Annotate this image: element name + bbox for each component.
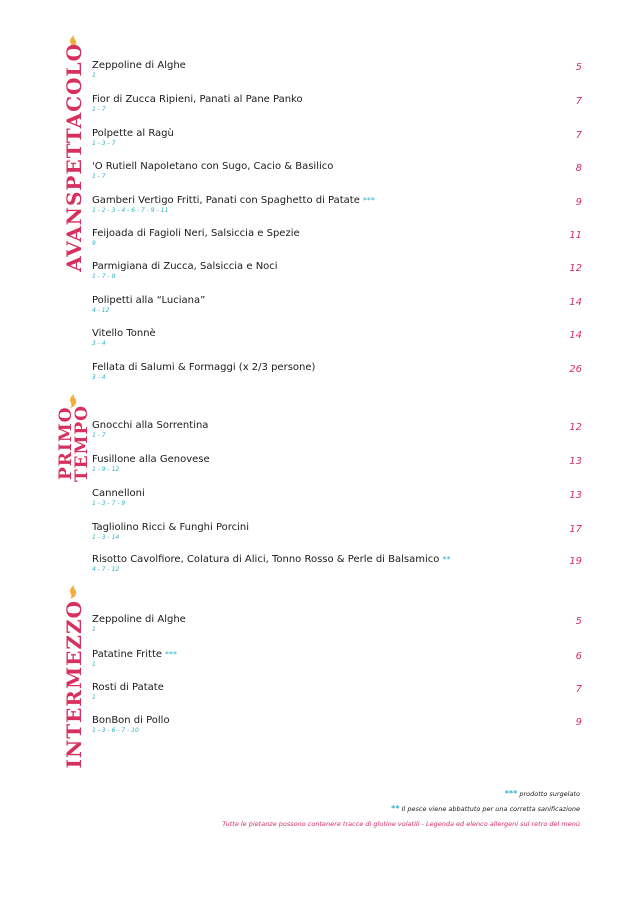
section-side-label (58, 600, 90, 768)
item-price: 7 (575, 684, 582, 695)
item-price: 9 (575, 197, 582, 208)
menu-item (92, 522, 582, 552)
item-price: 7 (575, 130, 582, 141)
item-price: 8 (575, 163, 582, 174)
item-price: 13 (569, 456, 582, 467)
menu-item (92, 362, 582, 392)
menu-item (92, 128, 582, 158)
item-name-text: Parmigiana di Zucca, Salsiccia e Noci (92, 261, 278, 272)
fish-mark: ** (391, 804, 400, 813)
frozen-text: prodotto surgelato (519, 790, 580, 798)
item-allergens: 3 - 4 (92, 374, 106, 381)
item-allergens: 1 - 2 - 3 - 4 - 6 - 7 - 9 - 11 (92, 207, 169, 214)
item-allergens: 1 - 3 - 14 (92, 534, 120, 541)
item-name (92, 715, 170, 726)
item-price: 5 (575, 616, 582, 627)
item-price: 11 (569, 230, 582, 241)
item-name (92, 60, 186, 71)
item-allergens: 4 - 12 (92, 307, 110, 314)
menu-item (92, 488, 582, 518)
menu-item (92, 261, 582, 291)
item-allergens: 1 - 7 - 8 (92, 273, 116, 280)
section-title: AVANSPETTACOLO (62, 43, 86, 272)
item-name-text: Polpette al Ragù (92, 128, 174, 139)
item-name-text: Zeppoline di Alghe (92, 60, 186, 71)
item-allergens: 1 - 3 - 7 (92, 140, 116, 147)
menu-item (92, 295, 582, 325)
item-allergens: 1 (92, 626, 96, 633)
item-allergens: 3 - 4 (92, 340, 106, 347)
item-name (92, 522, 249, 533)
item-price: 19 (569, 556, 582, 567)
item-name (92, 614, 186, 625)
item-price: 17 (569, 524, 582, 535)
item-name-text: Feijoada di Fagioli Neri, Salsiccia e Spezie (92, 228, 300, 239)
flame-icon (68, 584, 78, 598)
item-name-text: Tagliolino Ricci & Funghi Porcini (92, 522, 250, 533)
item-allergens: 1 (92, 661, 96, 668)
item-allergens: 1 (92, 694, 96, 701)
item-name-text: Patatine Fritte (92, 649, 163, 660)
section-title: INTERMEZZO (62, 599, 86, 769)
item-name-text: Risotto Cavolfiore, Colatura di Alici, Tonno Rosso & Perle di Balsamico (92, 554, 440, 565)
item-price: 5 (575, 62, 582, 73)
menu-item (92, 682, 582, 712)
item-allergens: 1 - 7 (92, 106, 106, 113)
item-price: 6 (575, 651, 582, 662)
item-name (92, 554, 450, 565)
item-name (92, 488, 145, 499)
item-name-text: BonBon di Pollo (92, 715, 170, 726)
menu-item (92, 420, 582, 450)
item-name (92, 195, 375, 206)
item-price: 7 (575, 96, 582, 107)
item-name-text: Zeppoline di Alghe (92, 614, 186, 625)
menu-item (92, 715, 582, 745)
item-name (92, 454, 210, 465)
item-name-text: Fior di Zucca Ripieni, Panati al Pane Panko (92, 94, 303, 105)
item-allergens: 1 - 3 - 7 - 9 (92, 500, 126, 507)
menu-item (92, 649, 582, 679)
item-name (92, 362, 315, 373)
menu-item (92, 94, 582, 124)
item-name (92, 420, 208, 431)
item-name (92, 161, 333, 172)
item-mark: *** (362, 196, 375, 205)
item-price: 9 (575, 717, 582, 728)
item-name (92, 228, 300, 239)
item-name-text: Gnocchi alla Sorrentina (92, 420, 209, 431)
item-name-text: 'O Rutiell Napoletano con Sugo, Cacio & Basilico (92, 161, 334, 172)
item-allergens: 9 (92, 240, 96, 247)
menu-item (92, 454, 582, 484)
footer-gluten-note: Tutte le pietanze possono contenere tracce di glutine volatili - Legenda ed elenco allergeni sul retro del menù (222, 820, 580, 828)
footer-frozen-note (505, 789, 580, 798)
menu-item (92, 614, 582, 644)
item-name (92, 649, 177, 660)
item-price: 14 (569, 297, 582, 308)
menu-item (92, 195, 582, 225)
menu-item (92, 554, 582, 584)
item-allergens: 1 - 7 (92, 432, 106, 439)
section-side-label (56, 405, 92, 483)
menu-item (92, 60, 582, 90)
item-price: 12 (569, 422, 582, 433)
item-name (92, 128, 174, 139)
item-name-text: Gamberi Vertigo Fritti, Panati con Spaghetto di Patate (92, 195, 360, 206)
item-mark: *** (165, 650, 178, 659)
item-name-text: Fellata di Salumi & Formaggi (x 2/3 persone) (92, 362, 316, 373)
item-name-text: Fusillone alla Genovese (92, 454, 210, 465)
section-side-label (58, 40, 90, 275)
section-title: PRIMO TEMPO (56, 405, 92, 483)
item-name (92, 94, 303, 105)
item-allergens: 4 - 7 - 12 (92, 566, 120, 573)
item-name-text: Cannelloni (92, 488, 145, 499)
frozen-mark: *** (504, 789, 518, 798)
item-mark: ** (442, 555, 451, 564)
item-name (92, 261, 278, 272)
item-price: 12 (569, 263, 582, 274)
item-name (92, 328, 156, 339)
item-price: 13 (569, 490, 582, 501)
item-allergens: 1 - 3 - 6 - 7 - 10 (92, 727, 139, 734)
item-allergens: 1 (92, 72, 96, 79)
item-price: 26 (569, 364, 582, 375)
menu-item (92, 228, 582, 258)
item-name (92, 682, 164, 693)
menu-item (92, 328, 582, 358)
item-name-text: Rosti di Patate (92, 682, 164, 693)
menu-item (92, 161, 582, 191)
fish-text: Il pesce viene abbattuto per una corretta sanificazione (401, 805, 580, 813)
item-name-text: Polipetti alla “Luciana” (92, 295, 206, 306)
item-allergens: 1 - 7 (92, 173, 106, 180)
footer-fish-note (391, 804, 580, 813)
item-allergens: 1 - 9 - 12 (92, 466, 120, 473)
item-price: 14 (569, 330, 582, 341)
item-name (92, 295, 205, 306)
item-name-text: Vitello Tonnè (92, 328, 156, 339)
